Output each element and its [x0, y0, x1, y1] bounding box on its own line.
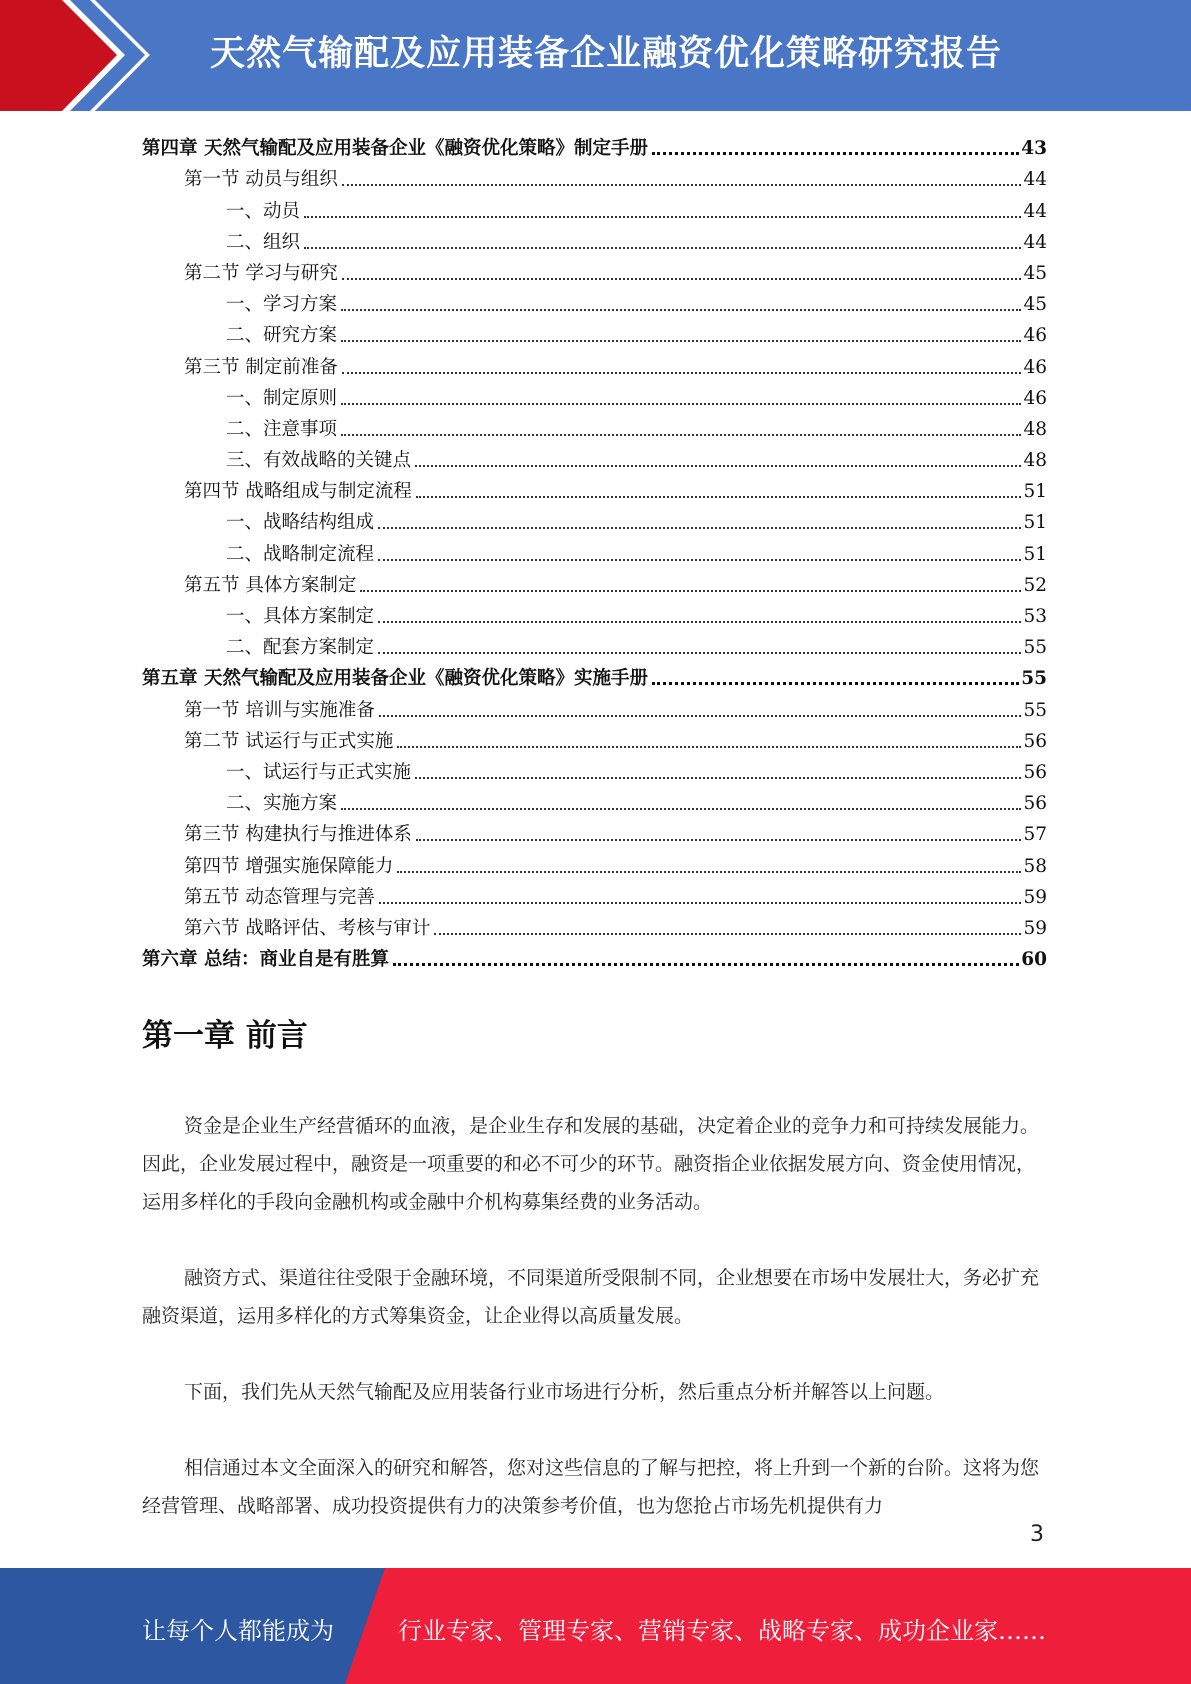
toc-entry-title: 二、注意事项 [226, 418, 338, 440]
toc-entry[interactable] [142, 659, 1047, 690]
toc-entry[interactable] [142, 722, 1047, 753]
toc-leader-dots [393, 962, 1019, 966]
toc-leader-dots [378, 526, 1021, 529]
toc-leader-dots [341, 402, 1021, 405]
toc-entry[interactable] [142, 316, 1047, 347]
page-header [0, 0, 1191, 111]
paragraph-text: 相信通过本文全面深入的研究和解答，您对这些信息的了解与把控，将上升到一个新的台阶。这将为您经营管理、战略部署、成功投资提供有力的决策参考价值，也为您抢占市场先机提供有力 [142, 1457, 1040, 1517]
toc-entry[interactable] [142, 784, 1047, 815]
paragraph-text: 资金是企业生产经营循环的血液，是企业生存和发展的基础，决定着企业的竞争力和可持续发展能力。因此，企业发展过程中，融资是一项重要的和必不可少的环节。融资指企业依据发展方向、资金使用情况，运用多样化的手段向金融机构或金融中介机构募集经费的业务活动。 [142, 1115, 1040, 1213]
toc-entry-title: 二、实施方案 [226, 793, 338, 815]
toc-entry-page: 45 [1023, 294, 1047, 316]
toc-leader-dots [434, 932, 1021, 935]
toc-entry-page: 44 [1023, 200, 1047, 222]
page-footer [0, 1568, 1191, 1684]
toc-leader-dots [304, 246, 1021, 249]
toc-entry-title: 一、学习方案 [226, 294, 338, 316]
toc-entry-page: 55 [1021, 668, 1047, 690]
toc-entry-title: 第二节 学习与研究 [184, 262, 338, 284]
toc-entry-page: 60 [1021, 949, 1047, 971]
toc-entry-title: 一、具体方案制定 [226, 606, 375, 627]
toc-entry-title: 一、制定原则 [226, 387, 338, 409]
toc-leader-dots [341, 339, 1021, 342]
report-title: 天然气输配及应用装备企业融资优化策略研究报告 [210, 34, 1003, 74]
toc-leader-dots [341, 433, 1021, 436]
toc-entry-page: 43 [1021, 138, 1047, 160]
toc-entry[interactable] [142, 503, 1047, 534]
toc-entry[interactable] [142, 566, 1047, 597]
toc-entry-page: 46 [1023, 356, 1047, 378]
toc-leader-dots [397, 870, 1021, 873]
toc-leader-dots [397, 745, 1021, 748]
toc-entry-page: 46 [1023, 325, 1047, 347]
toc-entry-title: 第四节 增强实施保障能力 [184, 855, 394, 877]
toc-entry-page: 52 [1023, 574, 1047, 596]
toc-leader-dots [379, 901, 1022, 904]
toc-entry-title: 一、动员 [226, 200, 301, 222]
toc-leader-dots [378, 558, 1021, 561]
toc-entry[interactable] [142, 285, 1047, 316]
toc-entry[interactable] [142, 753, 1047, 784]
toc-entry-title: 第二节 试运行与正式实施 [184, 730, 394, 752]
toc-entry-title: 第三节 构建执行与推进体系 [184, 824, 412, 846]
toc-leader-dots [415, 776, 1021, 779]
toc-entry-title: 一、试运行与正式实施 [226, 761, 412, 783]
toc-leader-dots [652, 681, 1019, 685]
paragraph [142, 1449, 1047, 1525]
paragraph-text: 融资方式、渠道往往受限于金融环境，不同渠道所受限制不同，企业想要在市场中发展壮大，务必扩充融资渠道，运用多样化的方式筹集资金，让企业得以高质量发展。 [142, 1267, 1040, 1327]
toc-leader-dots [342, 183, 1022, 186]
paragraph [142, 1107, 1047, 1221]
toc-entry[interactable] [142, 909, 1047, 940]
toc-leader-dots [378, 651, 1021, 654]
toc-entry-page: 59 [1023, 886, 1047, 908]
toc-leader-dots [378, 620, 1021, 623]
toc-entry[interactable] [142, 223, 1047, 254]
toc-entry[interactable] [142, 815, 1047, 846]
paragraph-text: 下面，我们先从天然气输配及应用装备行业市场进行分析，然后重点分析并解答以上问题。 [184, 1381, 945, 1403]
toc-leader-dots [415, 464, 1021, 467]
toc-entry-page: 58 [1023, 855, 1047, 877]
toc-entry[interactable] [142, 846, 1047, 877]
toc-leader-dots [341, 807, 1021, 810]
toc-entry-page: 51 [1023, 481, 1047, 503]
toc-entry[interactable] [142, 160, 1047, 191]
toc-entry-page: 48 [1023, 418, 1047, 440]
toc-entry-page: 55 [1023, 699, 1047, 721]
toc-entry-title: 第五章 天然气输配及应用装备企业《融资优化策略》实施手册 [142, 668, 648, 690]
toc-entry-title: 二、战略制定流程 [226, 543, 375, 565]
toc-entry-title: 第六节 战略评估、考核与审计 [184, 917, 431, 939]
toc-entry[interactable] [142, 410, 1047, 441]
toc-entry-page: 48 [1023, 450, 1047, 472]
toc-entry-title: 二、组织 [226, 231, 301, 253]
toc-leader-dots [360, 589, 1021, 592]
toc-entry-page: 46 [1023, 387, 1047, 409]
toc-entry-page: 45 [1023, 262, 1047, 284]
paragraph [142, 1373, 1047, 1411]
toc-leader-dots [416, 495, 1022, 498]
toc-entry-title: 第五节 动态管理与完善 [184, 886, 375, 908]
toc-entry-title: 二、配套方案制定 [226, 637, 375, 659]
toc-entry-page: 56 [1023, 793, 1047, 815]
toc-leader-dots [416, 838, 1022, 841]
toc-entry[interactable] [142, 347, 1047, 378]
toc-entry-page: 55 [1023, 637, 1047, 659]
header-red-arrow [0, 0, 150, 111]
page-number: 3 [1030, 1522, 1044, 1547]
toc-entry-page: 59 [1023, 917, 1047, 939]
toc-leader-dots [379, 714, 1022, 717]
toc-leader-dots [652, 151, 1019, 155]
toc-entry-title: 一、战略结构组成 [226, 512, 375, 534]
toc-entry-title: 第一节 动员与组织 [184, 169, 338, 191]
toc-entry-page: 53 [1023, 606, 1047, 627]
toc-entry-page: 44 [1023, 169, 1047, 191]
toc-entry-title: 第四章 天然气输配及应用装备企业《融资优化策略》制定手册 [142, 138, 648, 160]
toc-entry-title: 第四节 战略组成与制定流程 [184, 481, 412, 503]
toc-entry[interactable] [142, 129, 1047, 160]
footer-slogan-left: 让每个人都能成为 [142, 1617, 334, 1645]
toc-leader-dots [342, 277, 1022, 280]
toc-entry-title: 二、研究方案 [226, 325, 338, 347]
toc-entry[interactable] [142, 191, 1047, 222]
toc-entry-title: 第五节 具体方案制定 [184, 574, 357, 596]
paragraph [142, 1259, 1047, 1335]
toc-entry[interactable] [142, 379, 1047, 410]
toc-entry[interactable] [142, 628, 1047, 659]
toc-leader-dots [304, 215, 1021, 218]
toc-entry-page: 56 [1023, 730, 1047, 752]
toc-entry[interactable] [142, 534, 1047, 565]
toc-entry-title: 第一节 培训与实施准备 [184, 699, 375, 721]
toc-entry-page: 57 [1023, 824, 1047, 846]
toc-leader-dots [342, 371, 1022, 374]
toc-entry[interactable] [142, 472, 1047, 503]
toc-entry[interactable] [142, 597, 1047, 628]
toc-entry-title: 三、有效战略的关键点 [226, 450, 412, 472]
toc-entry[interactable] [142, 878, 1047, 909]
toc-entry-page: 51 [1023, 543, 1047, 565]
toc-entry-title: 第六章 总结：商业自是有胜算 [142, 949, 389, 971]
toc-entry[interactable] [142, 940, 1047, 971]
toc-entry[interactable] [142, 441, 1047, 472]
toc-entry[interactable] [142, 254, 1047, 285]
toc-leader-dots [341, 308, 1021, 311]
chapter-title: 第一章 前言 [142, 1018, 308, 1054]
toc-entry-title: 第三节 制定前准备 [184, 356, 338, 378]
footer-slogan-right: 行业专家、管理专家、营销专家、战略专家、成功企业家…… [398, 1617, 1046, 1645]
toc-entry-page: 56 [1023, 761, 1047, 783]
toc-entry-page: 51 [1023, 512, 1047, 534]
toc-entry[interactable] [142, 690, 1047, 721]
toc-entry-page: 44 [1023, 231, 1047, 253]
table-of-contents [142, 129, 1047, 971]
